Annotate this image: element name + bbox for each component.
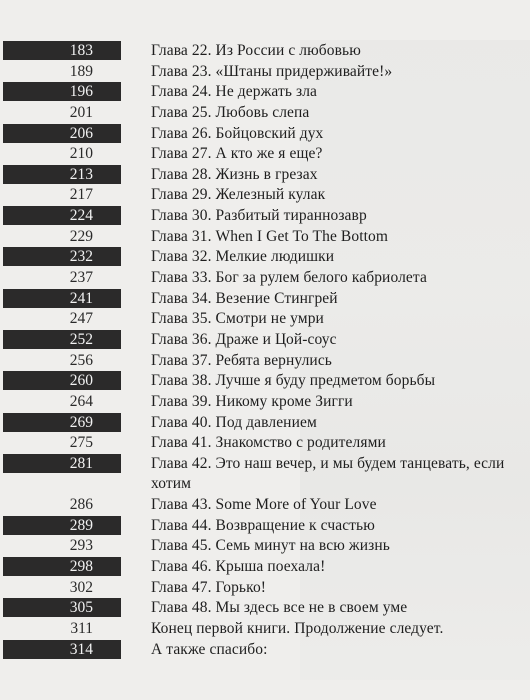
page-number: 305 — [3, 598, 121, 617]
toc-entry — [0, 495, 530, 516]
chapter-title: Глава 25. Любовь слепа — [151, 103, 310, 121]
page-number: 196 — [3, 82, 121, 101]
page-number: 229 — [69, 227, 93, 245]
page-number: 256 — [69, 351, 93, 369]
page-number: 269 — [3, 413, 121, 432]
toc-entry — [0, 413, 530, 434]
toc-entry — [0, 309, 530, 330]
toc-entry — [0, 433, 530, 454]
page-number: 281 — [3, 454, 121, 473]
page-number: 275 — [69, 434, 93, 452]
toc-entry — [0, 227, 530, 248]
chapter-title: Глава 42. Это наш вечер, и мы будем танцевать, если хотим — [151, 454, 505, 493]
page-number: 241 — [3, 289, 121, 308]
toc-entry — [0, 268, 530, 289]
page-number: 224 — [3, 206, 121, 225]
toc-entry — [0, 392, 530, 413]
toc-entry — [0, 247, 530, 268]
chapter-title: Глава 33. Бог за рулем белого кабриолета — [151, 269, 427, 287]
toc-entry — [0, 165, 530, 186]
toc-entry — [0, 619, 530, 640]
table-of-contents — [0, 41, 530, 660]
chapter-title: Глава 40. Под давлением — [151, 413, 317, 431]
chapter-title: Глава 39. Никому кроме Зигги — [151, 392, 353, 410]
chapter-title: Глава 43. Some More of Your Love — [151, 496, 377, 514]
page-number: 289 — [3, 516, 121, 535]
page-number: 298 — [3, 557, 121, 576]
chapter-title: Глава 46. Крыша поехала! — [151, 558, 326, 576]
toc-entry — [0, 103, 530, 124]
toc-entry — [0, 82, 530, 103]
page-number: 217 — [69, 186, 93, 204]
page-number: 213 — [3, 165, 121, 184]
toc-entry — [0, 557, 530, 578]
chapter-title: Глава 41. Знакомство с родителями — [151, 434, 386, 452]
toc-entry — [0, 124, 530, 145]
toc-entry — [0, 598, 530, 619]
toc-entry — [0, 62, 530, 83]
toc-entry — [0, 640, 530, 661]
chapter-title: Глава 26. Бойцовский дух — [151, 124, 324, 142]
page-number: 314 — [3, 640, 121, 659]
chapter-title: Глава 30. Разбитый тираннозавр — [151, 207, 367, 225]
page-number: 252 — [3, 330, 121, 349]
chapter-title: Глава 28. Жизнь в грезах — [151, 165, 318, 183]
chapter-title: А также спасибо: — [151, 640, 268, 658]
page-number: 232 — [3, 247, 121, 266]
toc-entry — [0, 536, 530, 557]
chapter-title: Глава 45. Семь минут на всю жизнь — [151, 537, 390, 555]
chapter-title: Глава 29. Железный кулак — [151, 186, 326, 204]
page-number: 260 — [3, 371, 121, 390]
chapter-title: Глава 24. Не держать зла — [151, 83, 318, 101]
toc-entry — [0, 351, 530, 372]
chapter-title: Глава 37. Ребята вернулись — [151, 351, 332, 369]
toc-entry — [0, 41, 530, 62]
chapter-title: Глава 31. When I Get To The Bottom — [151, 227, 389, 245]
toc-entry — [0, 330, 530, 351]
page-number: 264 — [69, 392, 93, 410]
page-number: 286 — [69, 496, 93, 514]
chapter-title: Глава 23. «Штаны придерживайте!» — [151, 62, 393, 80]
page-number: 311 — [70, 619, 93, 637]
chapter-title: Глава 48. Мы здесь все не в своем уме — [151, 599, 408, 617]
chapter-title: Глава 27. А кто же я еще? — [151, 145, 323, 163]
page-number: 302 — [69, 578, 93, 596]
chapter-title: Конец первой книги. Продолжение следует. — [151, 619, 444, 637]
chapter-title: Глава 36. Драже и Цой-соус — [151, 330, 337, 348]
chapter-title: Глава 34. Везение Стингрей — [151, 289, 338, 307]
page-number: 189 — [69, 62, 93, 80]
toc-entry — [0, 289, 530, 310]
toc-entry — [0, 206, 530, 227]
page-number: 247 — [69, 310, 93, 328]
chapter-title: Глава 35. Смотри не умри — [151, 310, 324, 328]
toc-entry — [0, 578, 530, 599]
page-number: 210 — [69, 145, 93, 163]
page-number: 293 — [69, 537, 93, 555]
toc-entry — [0, 516, 530, 537]
toc-entry — [0, 185, 530, 206]
toc-entry — [0, 144, 530, 165]
chapter-title: Глава 38. Лучше я буду предметом борьбы — [151, 372, 436, 390]
chapter-title: Глава 22. Из России с любовью — [151, 42, 361, 59]
page-number: 201 — [69, 103, 93, 121]
toc-entry — [0, 454, 530, 495]
toc-entry — [0, 371, 530, 392]
page-number: 183 — [3, 41, 121, 60]
chapter-title: Глава 32. Мелкие людишки — [151, 248, 335, 266]
page-number: 206 — [3, 124, 121, 143]
page-number: 237 — [69, 269, 93, 287]
chapter-title: Глава 44. Возвращение к счастью — [151, 516, 375, 534]
chapter-title: Глава 47. Горько! — [151, 578, 267, 596]
